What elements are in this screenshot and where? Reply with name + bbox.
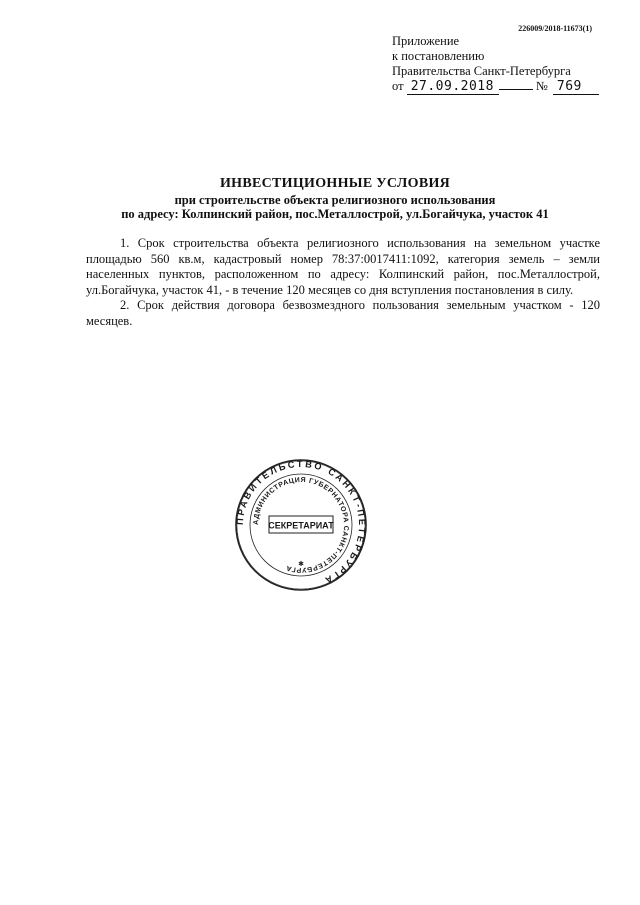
approval-block — [392, 34, 592, 95]
document-address: по адресу: Колпинский район, пос.Металлострой, ул.Богайчука, участок 41 — [121, 207, 549, 221]
paragraph-contract-term: 2. Срок действия договора безвозмездного пользования земельным участком - 120 месяцев. — [86, 298, 600, 328]
approval-line-attachment: Приложение — [392, 34, 460, 48]
document-title: ИНВЕСТИЦИОННЫЕ УСЛОВИЯ — [219, 176, 451, 191]
number-label: № — [535, 79, 548, 93]
seal-inner-text: АДМИНИСТРАЦИЯ ГУБЕРНАТОРА САНКТ-ПЕТЕРБУРГА — [252, 476, 350, 574]
secretariat-seal — [234, 458, 368, 592]
approval-number: 769 — [553, 79, 599, 95]
approval-line-resolution: к постановлению — [392, 49, 485, 63]
seal-star-icon: ✱ — [298, 560, 304, 568]
approval-date: 27.09.2018 — [407, 79, 499, 95]
paragraph-construction-term: 1. Срок строительства объекта религиозного использования на земельном участке площадью 560 кв.м, кадастровый номер 78:37:0017411:1092, категория земель – земли населенных пунктов, расположенном по адресу: Колпинский район, пос.Металлострой, ул.Богайчука, участок 41, - в течение 120 месяцев со дня вступления постановления в силу. — [86, 236, 600, 297]
document-body — [86, 236, 600, 329]
seal-center-text: СЕКРЕТАРИАТ — [268, 520, 334, 531]
approval-line-government: Правительства Санкт-Петербурга — [392, 64, 571, 78]
approval-date-row — [392, 79, 599, 93]
from-label: от — [392, 79, 404, 93]
document-subtitle: при строительстве объекта религиозного использования — [174, 193, 496, 207]
underline-gap — [499, 89, 533, 90]
seal-outer-text: ПРАВИТЕЛЬСТВО САНКТ-ПЕТЕРБУРГА — [234, 458, 368, 587]
document-registration-number: 226009/2018-11673(1) — [518, 24, 592, 33]
